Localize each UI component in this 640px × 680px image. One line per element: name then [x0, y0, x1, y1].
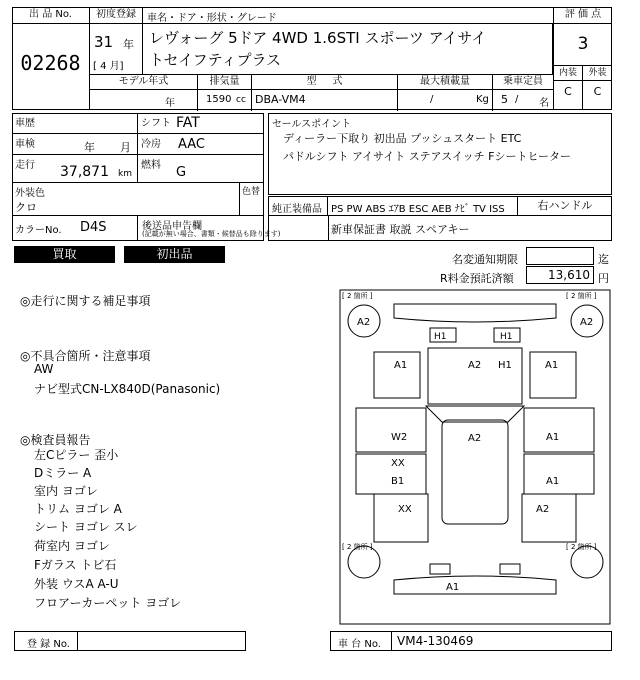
fuel-cell — [138, 155, 264, 183]
equipment-label: 純正装備品 — [272, 204, 322, 215]
capacity-cell — [493, 90, 553, 111]
inspector-item: Dミラー A — [34, 466, 92, 480]
capacity-sep: / — [515, 94, 519, 105]
door-front-left — [356, 408, 426, 452]
chassis-no-box — [330, 631, 612, 651]
quarter-left — [374, 494, 428, 542]
top-left-tag: [ 2 箇所 ] — [342, 292, 373, 300]
ext-color-label: 外装色 — [15, 188, 45, 199]
rear-bumper — [394, 576, 556, 594]
inspector-title: ◎検査員報告 — [20, 433, 91, 447]
rear-mark: A1 — [446, 582, 460, 593]
front-fender-right-mark: A1 — [545, 360, 559, 371]
exterior-grade: C — [593, 85, 602, 98]
door-rear-left-mark-1: XX — [391, 458, 405, 469]
lot-number: 02268 — [12, 24, 90, 110]
headlight-right-mark: H1 — [500, 332, 513, 342]
shift-cell — [138, 113, 264, 134]
spec-row — [90, 74, 553, 110]
chassis-no-label: 車 台 No. — [338, 639, 381, 650]
inspector-item: フロアーカーペット ヨゴレ — [34, 596, 182, 610]
name-change-box — [526, 247, 594, 265]
inspector-item: 室内 ヨゴレ — [34, 484, 98, 498]
inspector-item: Fガラス トビ石 — [34, 558, 117, 572]
capacity-unit: 名 — [539, 98, 549, 109]
front-fender-left — [374, 352, 420, 398]
interior-label: 内装 — [553, 66, 583, 81]
load-label: 最大積載量 — [420, 76, 470, 87]
inspector-item: シート ヨゴレ スレ — [34, 520, 138, 534]
mileage-value: 37,871 — [60, 164, 109, 180]
car-label: 車名・ドア・形状・グレード — [147, 13, 277, 24]
first-reg-label-cell — [90, 7, 143, 24]
grade-value: 3 — [553, 24, 612, 66]
car-damage-diagram — [338, 288, 612, 626]
ac-label: 冷房 — [141, 139, 161, 150]
taillight-right — [500, 564, 520, 574]
door-rear-right-mark: A1 — [546, 476, 560, 487]
color-no-label: カラーNo. — [15, 225, 62, 236]
first-reg-cell — [90, 24, 143, 74]
registration-no-label: 登 録 No. — [27, 639, 70, 650]
diagram-frame — [340, 290, 610, 624]
type-cell — [252, 90, 398, 111]
hood-mark-a: A2 — [468, 360, 482, 371]
capacity-value: 5 — [501, 93, 508, 106]
model-year-unit: 年 — [165, 98, 175, 109]
inspection-year: 年 — [84, 141, 95, 154]
first-reg-label: 初度登録 — [96, 9, 136, 20]
type-label-cell — [252, 75, 398, 90]
grade-label-cell — [553, 7, 612, 24]
door-rear-right — [524, 454, 594, 494]
sales-points-block — [268, 113, 612, 195]
aftermarket-label: 後送品申告欄 — [142, 221, 202, 232]
inspector-item: トリム ヨゴレ A — [34, 502, 122, 516]
top-right-tag: [ 2 箇所 ] — [566, 292, 597, 300]
front-fender-left-mark: A1 — [394, 360, 408, 371]
door-front-right-mark: A1 — [546, 432, 560, 443]
inspection-cell — [12, 134, 138, 155]
model-year-cell — [90, 90, 198, 111]
inspection-month: 月 — [120, 141, 131, 154]
registration-divider — [77, 632, 78, 650]
lot-label: 出 品 No. — [29, 9, 72, 20]
sales-line2: パドルシフト アイサイト ステアスイッチ Fシートヒーター — [283, 150, 572, 163]
equipment-items: PS PW ABS ｴｱB ESC AEB ﾅﾋﾞ TV ISS — [331, 204, 505, 215]
defects-title: ◎不具合箇所・注意事項 — [20, 349, 151, 363]
displacement-cell — [198, 90, 252, 111]
mileage-cell — [12, 155, 138, 183]
mileage-label: 走行 — [15, 160, 35, 171]
exterior-label: 外装 — [583, 66, 612, 81]
door-front-right — [524, 408, 594, 452]
equipment-divider — [328, 216, 329, 241]
color-change-cell — [240, 183, 264, 216]
displacement-unit: cc — [236, 95, 246, 105]
recycle-unit: 円 — [598, 272, 609, 285]
mileage-unit: km — [118, 169, 132, 179]
taillight-left — [430, 564, 450, 574]
warranty-value: 新車保証書 取説 スペアキー — [331, 223, 470, 236]
car-name-line2: トセイフティプラス — [149, 51, 282, 69]
fuel-value: G — [176, 165, 187, 180]
first-listing-badge: 初出品 — [124, 246, 225, 263]
recycle-label: R料金預託済額 — [440, 272, 514, 285]
roof-mark: A2 — [468, 433, 482, 444]
aftermarket-note: (記載が無い場合、書類・候替品も除ります) — [142, 230, 281, 238]
chassis-divider — [391, 632, 392, 650]
load-cell — [398, 90, 493, 111]
history-label: 車歴 — [15, 118, 35, 129]
type-value: DBA-VM4 — [255, 93, 306, 106]
handle-cell — [518, 196, 612, 216]
tire-fl-mark: A2 — [357, 317, 371, 328]
defect-item: ナビ型式CN-LX840D(Panasonic) — [34, 382, 221, 396]
color-no-cell — [12, 216, 138, 241]
model-year-label: モデル年式 — [118, 76, 169, 87]
handle-value: 右ハンドル — [537, 199, 593, 212]
capacity-label: 乗車定員 — [503, 76, 543, 87]
displacement-label: 排気量 — [209, 76, 240, 87]
displacement-label-cell — [198, 75, 252, 90]
hood-mark-h: H1 — [498, 360, 512, 371]
car-name-line1: レヴォーグ 5ドア 4WD 1.6STI スポーツ アイサイ — [149, 29, 487, 47]
shift-label: シフト — [141, 118, 171, 129]
ext-color-cell — [12, 183, 240, 216]
lot-label-cell — [12, 7, 90, 24]
purchase-badge: 買取 — [14, 246, 115, 263]
first-reg-year-unit: 年 — [123, 38, 134, 51]
ac-cell — [138, 134, 264, 155]
hood — [428, 348, 522, 404]
front-bumper — [394, 304, 556, 322]
load-label-cell — [398, 75, 493, 90]
fuel-label: 燃料 — [141, 160, 161, 171]
history-cell — [12, 113, 138, 134]
sales-label: セールスポイント — [272, 119, 352, 130]
defect-item: AW — [34, 362, 54, 376]
quarter-right — [522, 494, 576, 542]
color-no-value: D4S — [80, 220, 107, 235]
chassis-no-value: VM4-130469 — [397, 634, 474, 648]
equipment-label-cell — [268, 196, 328, 216]
recycle-value: 13,610 — [548, 268, 590, 282]
equipment-items-cell — [328, 196, 518, 216]
inspector-item: 荷室内 ヨゴレ — [34, 539, 110, 553]
type-label: 型 式 — [306, 76, 343, 87]
warranty-cell — [328, 216, 612, 241]
inspector-item: 左Cピラー 歪小 — [34, 448, 119, 462]
bottom-right-tag: [ 2 箇所 ] — [566, 543, 597, 551]
driving-remarks-title: ◎走行に関する補足事項 — [20, 294, 151, 308]
registration-no-box — [14, 631, 246, 651]
ext-color-value: クロ — [15, 201, 37, 214]
displacement-value: 1590 — [206, 94, 232, 105]
door-front-left-mark: W2 — [391, 432, 408, 443]
front-fender-right — [530, 352, 576, 398]
interior-grade: C — [553, 81, 583, 110]
capacity-label-cell — [493, 75, 553, 90]
first-reg-year: 31 — [94, 33, 114, 51]
inspection-label: 車検 — [15, 139, 35, 150]
name-change-suffix: 迄 — [598, 253, 609, 266]
model-year-label-cell — [90, 75, 198, 90]
load-unit: Kg — [476, 94, 489, 105]
headlight-left-mark: H1 — [434, 332, 447, 342]
color-change-label: 色替 — [242, 187, 261, 197]
quarter-left-mark: XX — [398, 504, 412, 515]
car-name-cell — [143, 24, 553, 74]
name-change-label: 名変通知期限 — [452, 253, 518, 266]
inspector-item: 外装 ウスA A-U — [34, 577, 119, 591]
tire-fr-mark: A2 — [580, 317, 594, 328]
grade-label: 評 価 点 — [564, 9, 602, 20]
ac-value: AAC — [178, 137, 205, 152]
shift-value: FAT — [176, 115, 200, 131]
load-sep: / — [430, 94, 434, 105]
door-rear-left-mark-2: B1 — [391, 476, 405, 487]
quarter-right-mark: A2 — [536, 504, 550, 515]
first-reg-month: [ 4 月] — [93, 61, 124, 72]
bottom-left-tag: [ 2 箇所 ] — [342, 543, 373, 551]
sales-line1: ディーラー下取り 初出品 プッシュスタート ETC — [283, 132, 522, 145]
car-label-cell — [143, 7, 553, 24]
